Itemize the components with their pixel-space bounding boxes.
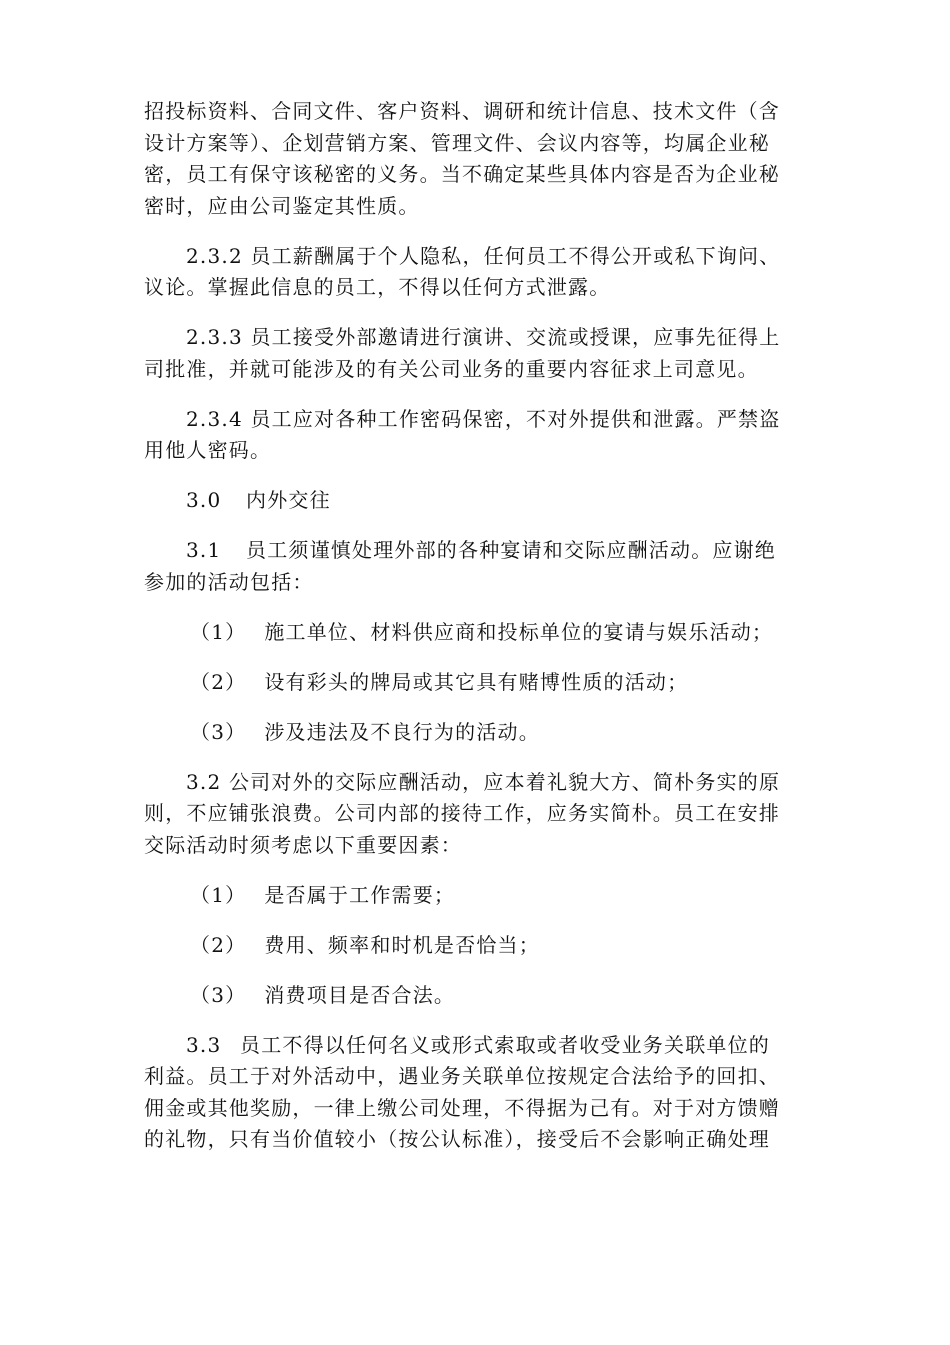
list-item [144, 980, 816, 1012]
text-line: 司批准，并就可能涉及的有关公司业务的重要内容征求上司意见。 [144, 356, 759, 381]
section-2-3-3 [144, 322, 816, 385]
text-line: 则，不应铺张浪费。公司内部的接待工作，应务实简朴。员工在安排 [144, 801, 780, 825]
text-line: 参加的活动包括： [144, 569, 314, 594]
text-line: 密，员工有保守该秘密的义务。当不确定某些具体内容是否为企业秘 [144, 162, 780, 186]
list-text: 消费项目是否合法。 [264, 982, 456, 1007]
list-text: 涉及违法及不良行为的活动。 [264, 719, 540, 744]
list-item [144, 717, 816, 749]
list-text: 施工单位、材料供应商和投标单位的宴请与娱乐活动； [264, 619, 774, 644]
list-item [144, 880, 816, 912]
text-line: 员工不得以任何名义或形式索取或者收受业务关联单位的 [240, 1032, 770, 1057]
section-2-3-2 [144, 241, 816, 304]
text-line: 员工应对各种工作密码保密，不对外提供和泄露。严禁盗 [250, 406, 781, 431]
section-number: 2.3.2 [186, 243, 243, 268]
list-text: 设有彩头的牌局或其它具有赌博性质的活动； [264, 669, 689, 694]
section-number: 3.1 [186, 538, 222, 562]
text-line: 的礼物，只有当价值较小（按公认标准），接受后不会影响正确处理 [144, 1127, 770, 1151]
section-2-3-4 [144, 404, 816, 467]
section-number: 3.0 [186, 488, 222, 512]
list-number: （1） [190, 882, 247, 907]
section-3-0-heading [144, 485, 816, 517]
section-number: 2.3.4 [186, 406, 243, 431]
section-number: 2.3.3 [186, 325, 243, 349]
list-number: （3） [190, 982, 247, 1007]
list-number: （1） [190, 619, 247, 644]
section-3-2 [144, 767, 816, 862]
list-text: 费用、频率和时机是否恰当； [264, 932, 540, 957]
text-line: 员工薪酬属于个人隐私，任何员工不得公开或私下询问、 [250, 243, 781, 268]
text-line: 密时，应由公司鉴定其性质。 [144, 193, 420, 218]
text-line: 员工接受外部邀请进行演讲、交流或授课，应事先征得上 [250, 325, 781, 349]
list-number: （2） [190, 669, 247, 694]
section-number: 3.3 [186, 1032, 222, 1057]
text-line: 用他人密码。 [144, 438, 272, 462]
list-item [144, 930, 816, 962]
text-line: 设计方案等）、企划营销方案、管理文件、会议内容等，均属企业秘 [144, 130, 770, 155]
document-page [144, 96, 816, 1174]
text-line: 利益。员工于对外活动中，遇业务关联单位按规定合法给予的回扣、 [144, 1064, 780, 1088]
list-number: （3） [190, 719, 247, 744]
list-text: 是否属于工作需要； [264, 882, 456, 907]
text-line: 员工须谨慎处理外部的各种宴请和交际应酬活动。应谢绝 [246, 538, 776, 562]
text-line: 公司对外的交际应酬活动，应本着礼貌大方、简朴务实的原 [228, 769, 781, 794]
list-item [144, 667, 816, 699]
list-number: （2） [190, 932, 247, 957]
paragraph-confidential-scope [144, 96, 816, 222]
section-number: 3.2 [186, 769, 222, 794]
section-title: 内外交往 [246, 488, 331, 512]
text-line: 议论。掌握此信息的员工，不得以任何方式泄露。 [144, 275, 611, 299]
text-line: 交际活动时须考虑以下重要因素： [144, 832, 462, 857]
text-line: 佣金或其他奖励，一律上缴公司处理，不得据为己有。对于对方馈赠 [144, 1095, 780, 1120]
text-line: 招投标资料、合同文件、客户资料、调研和统计信息、技术文件（含 [144, 99, 780, 123]
list-item [144, 617, 816, 649]
section-3-1 [144, 535, 816, 598]
section-3-3 [144, 1030, 816, 1156]
